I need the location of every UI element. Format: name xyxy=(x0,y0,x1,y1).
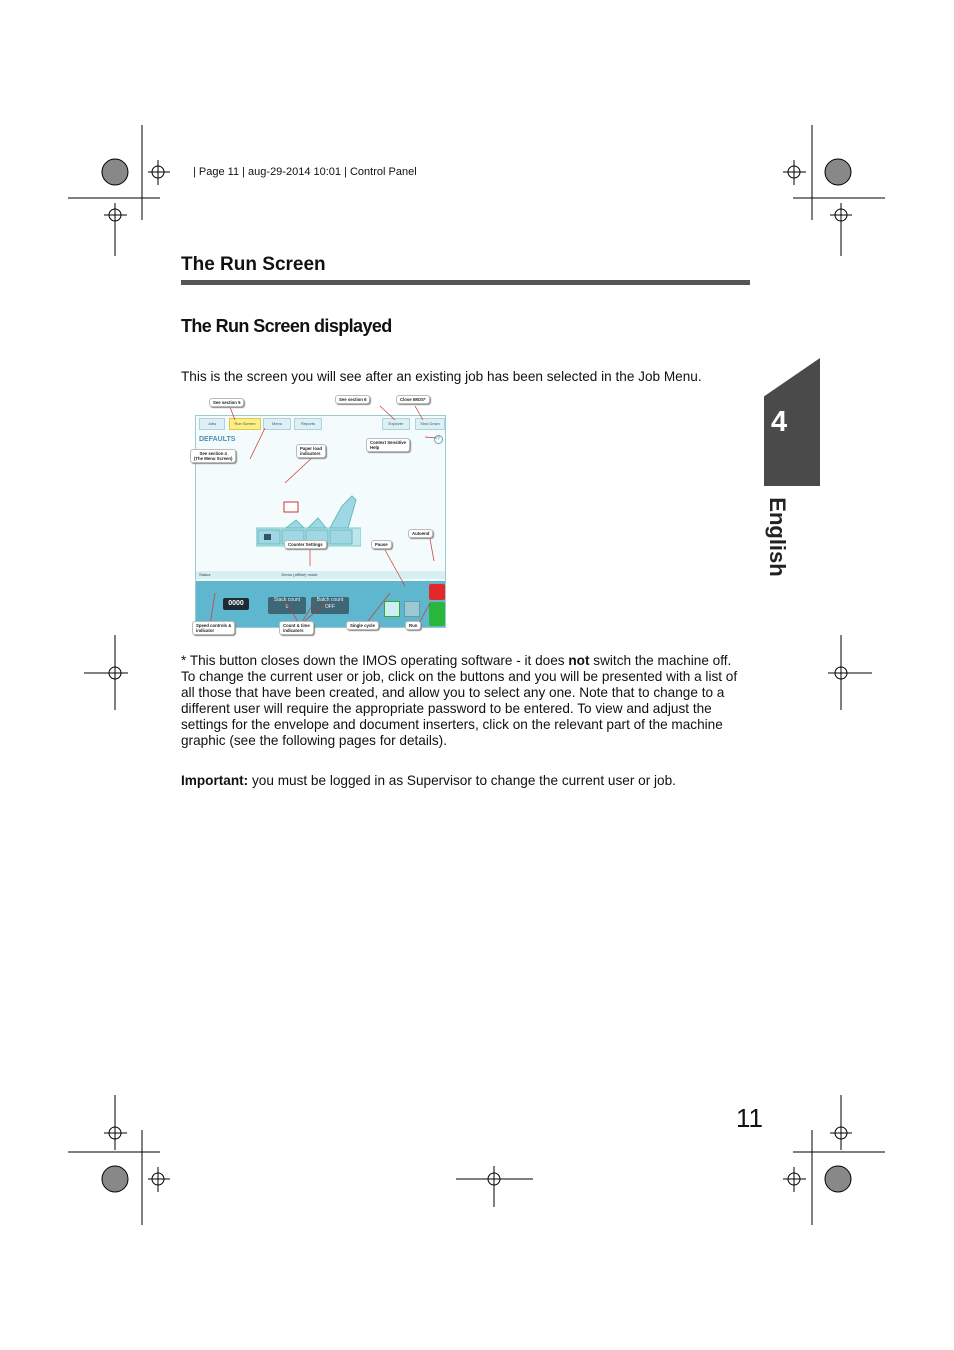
shutdown-button: Shut Down xyxy=(415,418,445,430)
callout-leaders xyxy=(190,393,452,641)
footnote-prefix: * This button closes down the IMOS operating software - it does xyxy=(181,653,569,668)
run-screen-figure xyxy=(190,393,452,641)
callout-context-help: Context Sensitive Help xyxy=(366,438,410,452)
tab-jobs: Jobs xyxy=(199,418,225,430)
speed-counter: 0000 xyxy=(223,598,249,610)
footnote-bold: not xyxy=(568,653,590,668)
callout-counter-settings: Counter Settings xyxy=(284,540,327,549)
screen-title: DEFAULTS xyxy=(199,436,236,443)
section-rule xyxy=(181,280,750,285)
stack-count-label: Stack count xyxy=(273,597,301,603)
callout-run: Run xyxy=(405,621,421,630)
callout-speed-controls: Speed controls & indicator xyxy=(192,621,235,635)
help-icon: ? xyxy=(434,435,443,444)
running-head: | Page 11 | aug-29-2014 10:01 | Control Panel xyxy=(193,166,417,178)
callout-paper-load: Paper load indicators xyxy=(296,444,326,458)
footnote xyxy=(181,653,753,669)
explorer-button: Explorer xyxy=(382,418,410,430)
section-title: The Run Screen xyxy=(181,254,326,275)
subsection-title: The Run Screen displayed xyxy=(181,316,392,336)
body-text xyxy=(181,653,753,749)
footnote-suffix: switch the machine off. xyxy=(589,653,732,668)
important-note xyxy=(181,773,676,788)
callout-pause: Pause xyxy=(371,540,392,549)
language-label: English xyxy=(765,497,790,577)
tab-menu: Menu xyxy=(263,418,291,430)
important-text: you must be logged in as Supervisor to change the current user or job. xyxy=(248,773,676,788)
callout-see-section-4: See section 4 (The Menu Screen) xyxy=(190,449,236,463)
callout-see-section-5: See section 5 xyxy=(209,398,244,407)
callout-single-cycle: Single cycle xyxy=(346,621,379,630)
stack-count-value: 0 xyxy=(285,604,289,610)
body-paragraph: To change the current user or job, click on the buttons and you will be presented with a list of all those that have been created, and allow you to select any one. Note that to change to a different user will require the appropriate password to be entered. To view and adjust the settings for the envelope and document inserters, click on the relevant part of the machine graphic (see the following pages for details). xyxy=(181,669,738,748)
important-label: Important: xyxy=(181,773,249,788)
tab-run-screen: Run Screen xyxy=(229,418,261,430)
page-number: 11 xyxy=(736,1103,763,1133)
callout-see-section-6: See section 6 xyxy=(335,395,370,404)
callout-count-time: Count & time indicators xyxy=(279,621,314,635)
callout-autoend: Autoend xyxy=(408,529,433,538)
callout-close-imos: Close IMOS* xyxy=(396,395,430,404)
tab-reports: Reports xyxy=(294,418,322,430)
status-text: Demo (offline) mode xyxy=(281,572,318,577)
intro-text: This is the screen you will see after an existing job has been selected in the Job Menu. xyxy=(181,369,702,384)
batch-count-value: OFF xyxy=(325,604,335,610)
chapter-number: 4 xyxy=(771,406,788,438)
status-label: Status xyxy=(199,572,211,577)
batch-count-label: Batch count xyxy=(316,597,344,603)
